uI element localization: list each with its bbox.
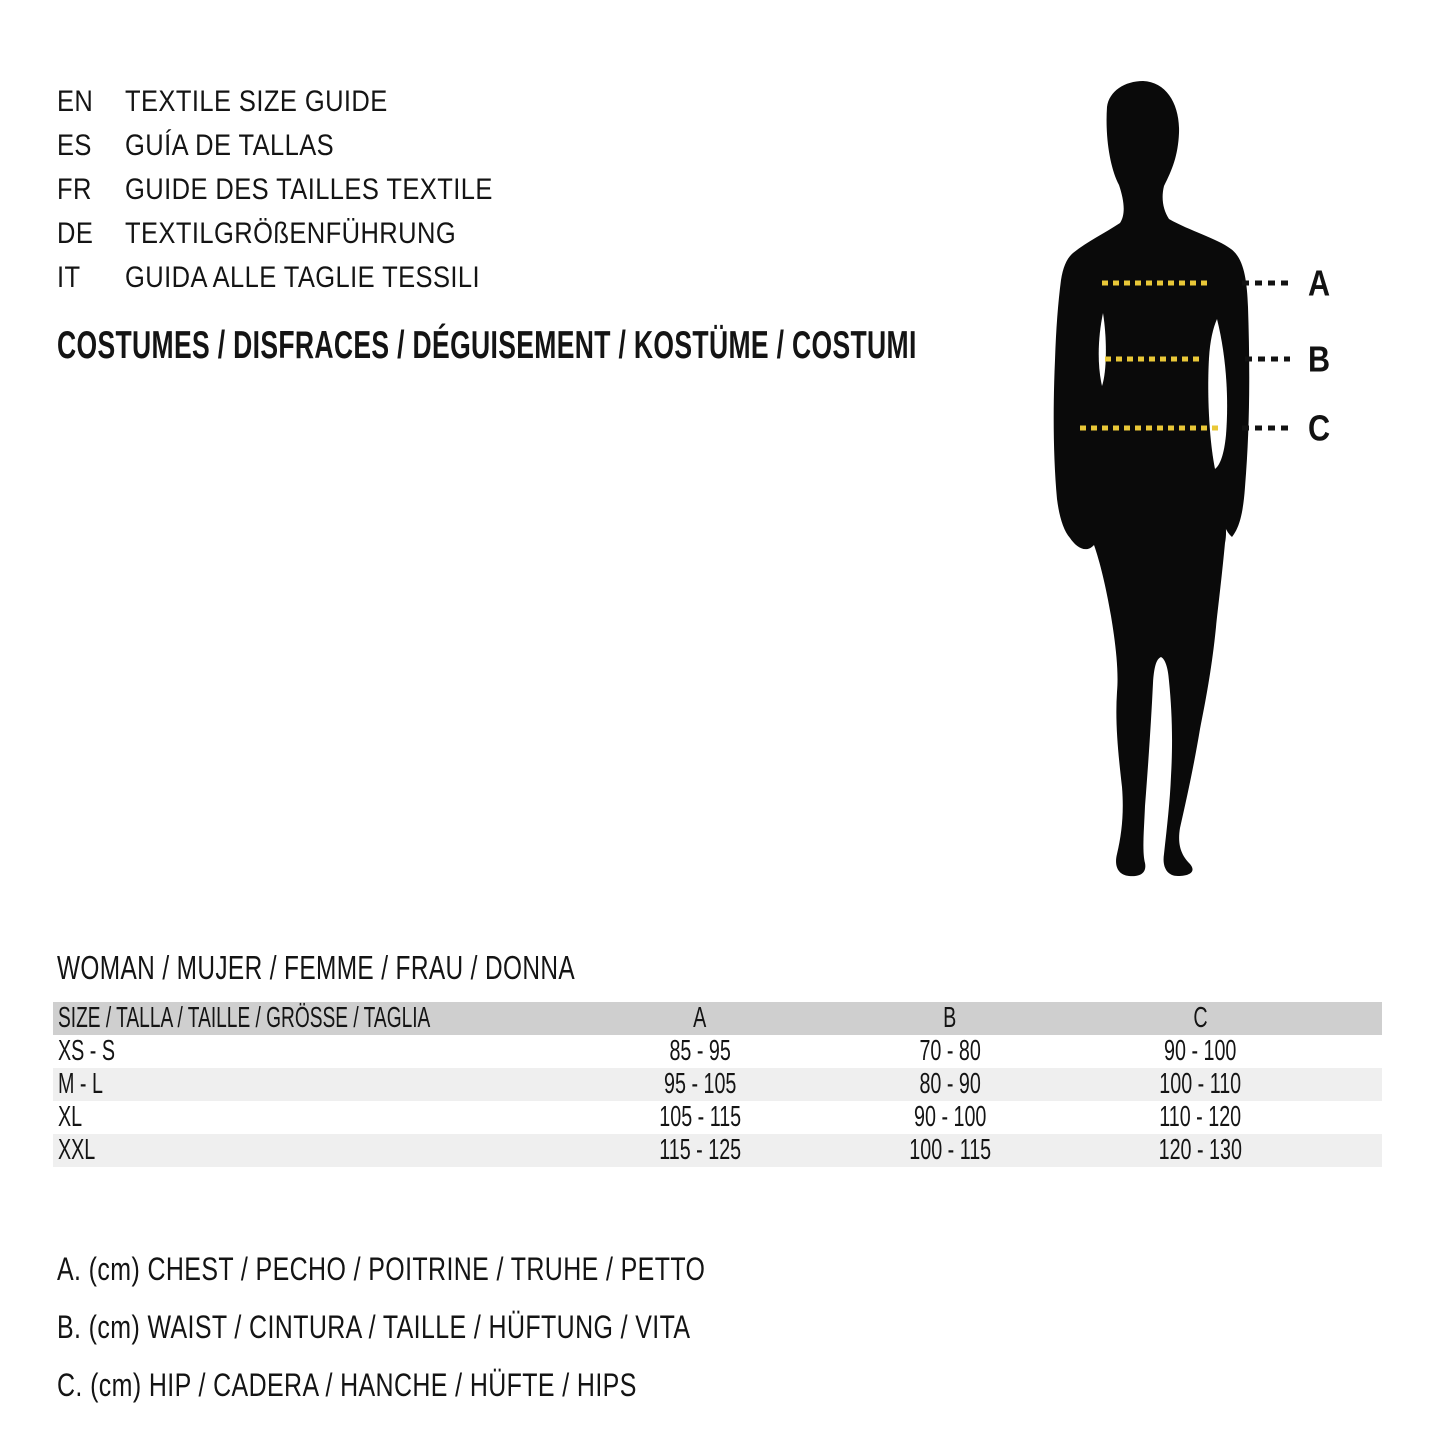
language-row-fr: [0, 168, 1000, 212]
header-size-label: SIZE / TALLA / TAILLE / GRÖSSE / TAGLIA: [58, 1002, 431, 1034]
row-waist-value: 80 - 90: [919, 1068, 981, 1100]
language-guide-title: GUÍA DE TALLAS: [125, 129, 335, 162]
row-waist-value: 70 - 80: [919, 1035, 981, 1067]
measure-label-a: A: [1308, 264, 1331, 304]
table-row-xs-s: [53, 1035, 1382, 1068]
row-chest-value: 115 - 125: [659, 1134, 741, 1166]
size-table-header-row: [53, 1002, 1382, 1035]
legend-waist: B. (cm) WAIST / CINTURA / TAILLE / HÜFTUNG / VITA: [57, 1309, 691, 1345]
language-row-it: [0, 256, 1000, 300]
legend-chest: A. (cm) CHEST / PECHO / POITRINE / TRUHE / PETTO: [57, 1251, 706, 1287]
language-title-list: [0, 80, 1000, 300]
section-title-woman: WOMAN / MUJER / FEMME / FRAU / DONNA: [57, 949, 575, 986]
row-size-label: XS - S: [58, 1035, 115, 1067]
row-size-label: M - L: [58, 1068, 103, 1100]
table-row-m-l: [53, 1068, 1382, 1101]
header-col-a: A: [693, 1002, 707, 1034]
language-code: EN: [57, 85, 94, 118]
woman-silhouette-figure: [1020, 75, 1350, 885]
row-hip-value: 90 - 100: [1163, 1035, 1237, 1067]
category-title: COSTUMES / DISFRACES / DÉGUISEMENT / KOSTÜME / COSTUMI: [57, 324, 917, 367]
table-row-xl: [53, 1101, 1382, 1134]
measure-label-c: C: [1308, 409, 1331, 449]
language-code: FR: [57, 173, 92, 206]
woman-silhouette: [1054, 81, 1250, 876]
size-table: [53, 1002, 1382, 1167]
row-hip-value: 120 - 130: [1158, 1134, 1242, 1166]
row-hip-value: 100 - 110: [1159, 1068, 1241, 1100]
row-chest-value: 105 - 115: [659, 1101, 741, 1133]
language-guide-title: GUIDA ALLE TAGLIE TESSILI: [125, 261, 481, 294]
row-hip-value: 110 - 120: [1159, 1101, 1241, 1133]
measurement-legend: [57, 1240, 888, 1414]
language-row-en: [0, 80, 1000, 124]
language-row-es: [0, 124, 1000, 168]
measure-label-b: B: [1308, 340, 1331, 380]
legend-hip: C. (cm) HIP / CADERA / HANCHE / HÜFTE / HIPS: [57, 1367, 637, 1403]
row-waist-value: 90 - 100: [913, 1101, 987, 1133]
header-col-b: B: [943, 1002, 957, 1034]
row-waist-value: 100 - 115: [909, 1134, 991, 1166]
language-guide-title: TEXTILGRÖßENFÜHRUNG: [125, 217, 457, 250]
table-row-xxl: [53, 1134, 1382, 1167]
language-row-de: [0, 212, 1000, 256]
row-size-label: XL: [58, 1101, 83, 1133]
row-size-label: XXL: [58, 1134, 96, 1166]
row-chest-value: 95 - 105: [663, 1068, 737, 1100]
header-col-c: C: [1192, 1002, 1208, 1034]
language-code: DE: [57, 217, 94, 250]
language-code: ES: [57, 129, 92, 162]
language-code: IT: [57, 261, 81, 294]
language-guide-title: GUIDE DES TAILLES TEXTILE: [125, 173, 493, 206]
row-chest-value: 85 - 95: [669, 1035, 731, 1067]
language-guide-title: TEXTILE SIZE GUIDE: [125, 85, 388, 118]
